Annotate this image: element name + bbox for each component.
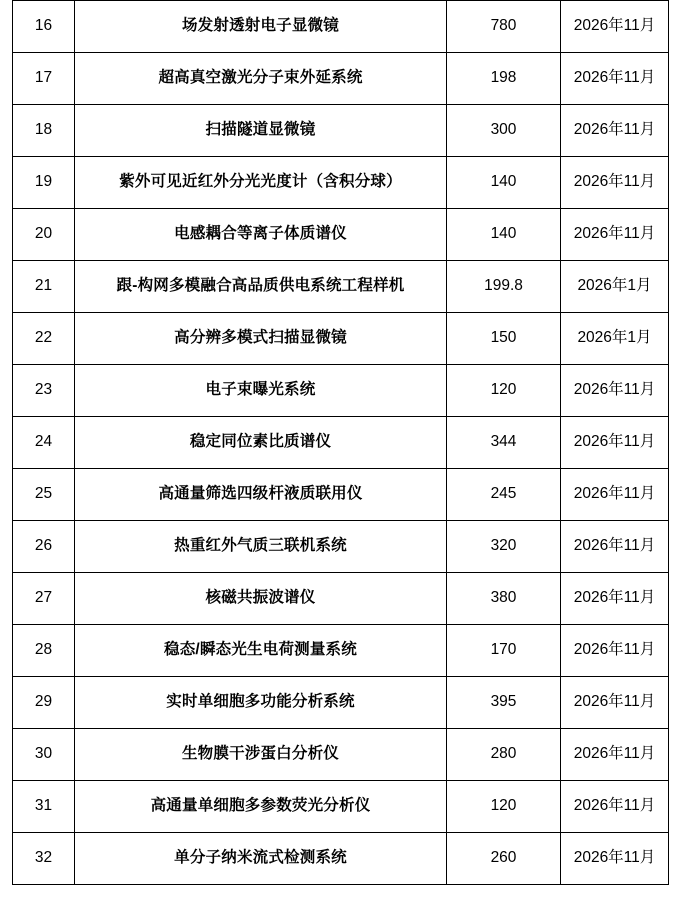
purchase-date-cell: 2026年11月	[561, 625, 669, 677]
equipment-name-cell: 超高真空激光分子束外延系统	[75, 53, 447, 105]
table-row	[13, 781, 669, 833]
amount-cell: 120	[447, 365, 561, 417]
row-index-cell: 23	[13, 365, 75, 417]
row-index-cell: 29	[13, 677, 75, 729]
purchase-date-cell: 2026年11月	[561, 209, 669, 261]
equipment-name-cell: 热重红外气质三联机系统	[75, 521, 447, 573]
table-row	[13, 417, 669, 469]
equipment-name-cell: 扫描隧道显微镜	[75, 105, 447, 157]
table-row	[13, 677, 669, 729]
row-index-cell: 31	[13, 781, 75, 833]
row-index-cell: 27	[13, 573, 75, 625]
table-row	[13, 573, 669, 625]
row-index-cell: 26	[13, 521, 75, 573]
table-row	[13, 261, 669, 313]
table-row	[13, 469, 669, 521]
purchase-date-cell: 2026年11月	[561, 521, 669, 573]
amount-cell: 198	[447, 53, 561, 105]
table-row	[13, 313, 669, 365]
table-row	[13, 833, 669, 885]
purchase-date-cell: 2026年11月	[561, 1, 669, 53]
row-index-cell: 25	[13, 469, 75, 521]
amount-cell: 245	[447, 469, 561, 521]
purchase-date-cell: 2026年11月	[561, 53, 669, 105]
purchase-date-cell: 2026年11月	[561, 417, 669, 469]
row-index-cell: 17	[13, 53, 75, 105]
row-index-cell: 16	[13, 1, 75, 53]
equipment-name-cell: 高分辨多模式扫描显微镜	[75, 313, 447, 365]
row-index-cell: 24	[13, 417, 75, 469]
table-row	[13, 209, 669, 261]
equipment-name-cell: 核磁共振波谱仪	[75, 573, 447, 625]
amount-cell: 140	[447, 209, 561, 261]
row-index-cell: 20	[13, 209, 75, 261]
equipment-name-cell: 电子束曝光系统	[75, 365, 447, 417]
amount-cell: 780	[447, 1, 561, 53]
amount-cell: 199.8	[447, 261, 561, 313]
equipment-name-cell: 场发射透射电子显微镜	[75, 1, 447, 53]
amount-cell: 280	[447, 729, 561, 781]
equipment-name-cell: 紫外可见近红外分光光度计（含积分球）	[75, 157, 447, 209]
equipment-name-cell: 高通量单细胞多参数荧光分析仪	[75, 781, 447, 833]
amount-cell: 150	[447, 313, 561, 365]
table-row	[13, 625, 669, 677]
equipment-name-cell: 生物膜干涉蛋白分析仪	[75, 729, 447, 781]
equipment-name-cell: 跟-构网多模融合高品质供电系统工程样机	[75, 261, 447, 313]
purchase-date-cell: 2026年11月	[561, 573, 669, 625]
purchase-date-cell: 2026年11月	[561, 677, 669, 729]
table-row	[13, 1, 669, 53]
equipment-name-cell: 高通量筛选四级杆液质联用仪	[75, 469, 447, 521]
table-row	[13, 105, 669, 157]
amount-cell: 140	[447, 157, 561, 209]
row-index-cell: 30	[13, 729, 75, 781]
equipment-name-cell: 稳态/瞬态光生电荷测量系统	[75, 625, 447, 677]
purchase-date-cell: 2026年11月	[561, 469, 669, 521]
table-row	[13, 729, 669, 781]
amount-cell: 344	[447, 417, 561, 469]
amount-cell: 260	[447, 833, 561, 885]
amount-cell: 395	[447, 677, 561, 729]
row-index-cell: 22	[13, 313, 75, 365]
purchase-date-cell: 2026年11月	[561, 105, 669, 157]
row-index-cell: 18	[13, 105, 75, 157]
purchase-date-cell: 2026年11月	[561, 729, 669, 781]
table-body	[13, 1, 669, 885]
equipment-name-cell: 电感耦合等离子体质谱仪	[75, 209, 447, 261]
row-index-cell: 28	[13, 625, 75, 677]
amount-cell: 120	[447, 781, 561, 833]
row-index-cell: 32	[13, 833, 75, 885]
table-row	[13, 365, 669, 417]
amount-cell: 170	[447, 625, 561, 677]
purchase-date-cell: 2026年11月	[561, 157, 669, 209]
table-row	[13, 157, 669, 209]
purchase-date-cell: 2026年11月	[561, 781, 669, 833]
purchase-date-cell: 2026年1月	[561, 313, 669, 365]
equipment-name-cell: 实时单细胞多功能分析系统	[75, 677, 447, 729]
row-index-cell: 21	[13, 261, 75, 313]
equipment-name-cell: 单分子纳米流式检测系统	[75, 833, 447, 885]
table-row	[13, 53, 669, 105]
amount-cell: 320	[447, 521, 561, 573]
equipment-name-cell: 稳定同位素比质谱仪	[75, 417, 447, 469]
amount-cell: 380	[447, 573, 561, 625]
table-row	[13, 521, 669, 573]
amount-cell: 300	[447, 105, 561, 157]
purchase-date-cell: 2026年11月	[561, 833, 669, 885]
purchase-date-cell: 2026年11月	[561, 365, 669, 417]
purchase-date-cell: 2026年1月	[561, 261, 669, 313]
row-index-cell: 19	[13, 157, 75, 209]
equipment-table	[12, 0, 669, 885]
